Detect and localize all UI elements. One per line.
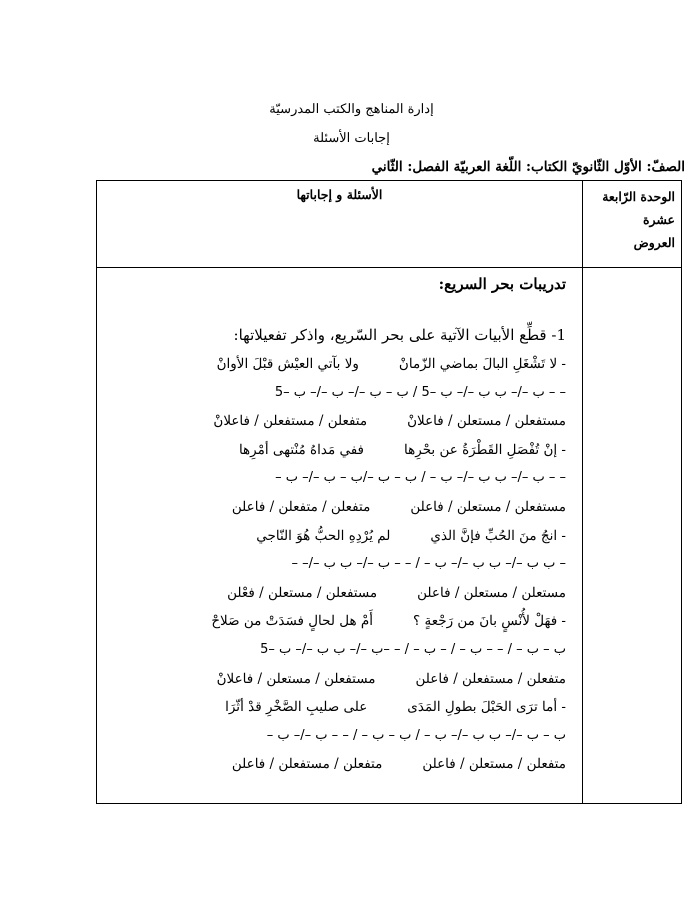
column-header: الأسئلة و إجاباتها [296,187,383,202]
unit-line: عشرة [642,212,675,227]
feet-second-half: مستفعلن / مستعلن / فعْلن [227,584,378,601]
verse-first-half: - أما ترَى الحَبْلَ بطولِ المَدَى [407,699,566,716]
column-divider [582,181,583,803]
verse-first-half: - فهَلْ لأُنْسٍ بانَ من رَجْعةٍ ؟ [413,613,566,630]
feet-line [232,756,566,772]
verse-second-half: لم يُرْدِهِ الحبُّ هُوَ النّاجي [256,527,391,544]
verse-first-half: - إنْ تُفْصَلِ القَطْرَةُ عن بحْرِها [404,441,566,458]
verse-line [211,613,566,629]
feet-first-half: مستفعلن / مستعلن / فاعلانْ [407,413,566,430]
header-title: إدارة المناهج والكتب المدرسيّة [269,102,434,117]
unit-line: العروض [633,235,675,250]
header-subtitle: إجابات الأسئلة [313,131,390,146]
scansion-line: ب – ب –/– ب ب –/– ب – / ب – ب – / – – ب –/– ب – [266,727,566,743]
feet-first-half: مستفعلن / مستعلن / فاعلن [410,499,566,515]
answers-content [96,275,566,795]
feet-first-half: مستعلن / مستعلن / فاعلن [417,584,566,601]
feet-first-half: متفعلن / مستعلن / فاعلن [422,756,566,773]
scansion-line: – ب ب –/– ب ب –/– ب – / – – ب –/– ب ب –/– – [291,556,566,572]
feet-second-half: متفعلن / مستفعلن / فاعلانْ [213,413,368,430]
feet-line [213,413,566,429]
feet-second-half: متفعلن / متفعلن / فاعلن [231,499,371,515]
header-row-divider [97,267,681,268]
scansion-line: – – ب –/– ب ب –/– ب –5 / ب – ب –/– ب –/– ب –5 [274,384,566,400]
unit-line: الوحدة الرّابعة [602,189,675,204]
verse-second-half: ولا بآتي العيْش قبْلَ الأوانْ [216,356,359,372]
feet-first-half: متفعلن / مستفعلن / فاعلن [415,670,566,687]
scansion-line: – – ب –/– ب ب –/– ب – / ب – ب –/ب – ب –/– ب – [275,470,566,486]
feet-line [232,499,566,515]
verse-second-half: أَمْ هل لحالٍ فسَدَتْ من صَلاحْ [211,613,374,630]
verse-line [239,442,566,458]
verse-line [225,699,566,715]
verse-line [256,528,566,544]
verse-line [217,356,566,372]
unit-cell [585,185,675,254]
feet-second-half: متفعلن / مستفعلن / فاعلن [231,756,383,773]
section-title: تدريبات بحر السريع: [438,275,566,293]
verse-second-half: على صليبِ الصَّخْرِ قدْ أثّرَا [225,699,368,716]
feet-line [217,671,566,687]
verse-first-half: - انجُ منَ الحُبِّ فإنَّ الذي [430,527,566,544]
verse-second-half: ففي مَداهُ مُنْتهى أمْرِها [238,441,365,458]
question-text: 1- قطِّع الأبيات الآتية على بحر السّريع، واذكر تفعيلاتها: [233,326,566,344]
course-info-line: الصفّ: الأوّل الثّانويّ الكتاب: اللّغة العربيّة الفصل: الثّاني [371,159,685,175]
feet-second-half: مستفعلن / مستعلن / فاعلانْ [216,670,376,687]
feet-line [227,585,566,601]
scansion-line: ب – ب – / – – ب – / – ب – / – –ب –/– ب ب –/– ب –5 [260,642,566,657]
verse-first-half: - لا تَشْغَلِ البالَ بماضي الزّمانْ [398,356,566,372]
